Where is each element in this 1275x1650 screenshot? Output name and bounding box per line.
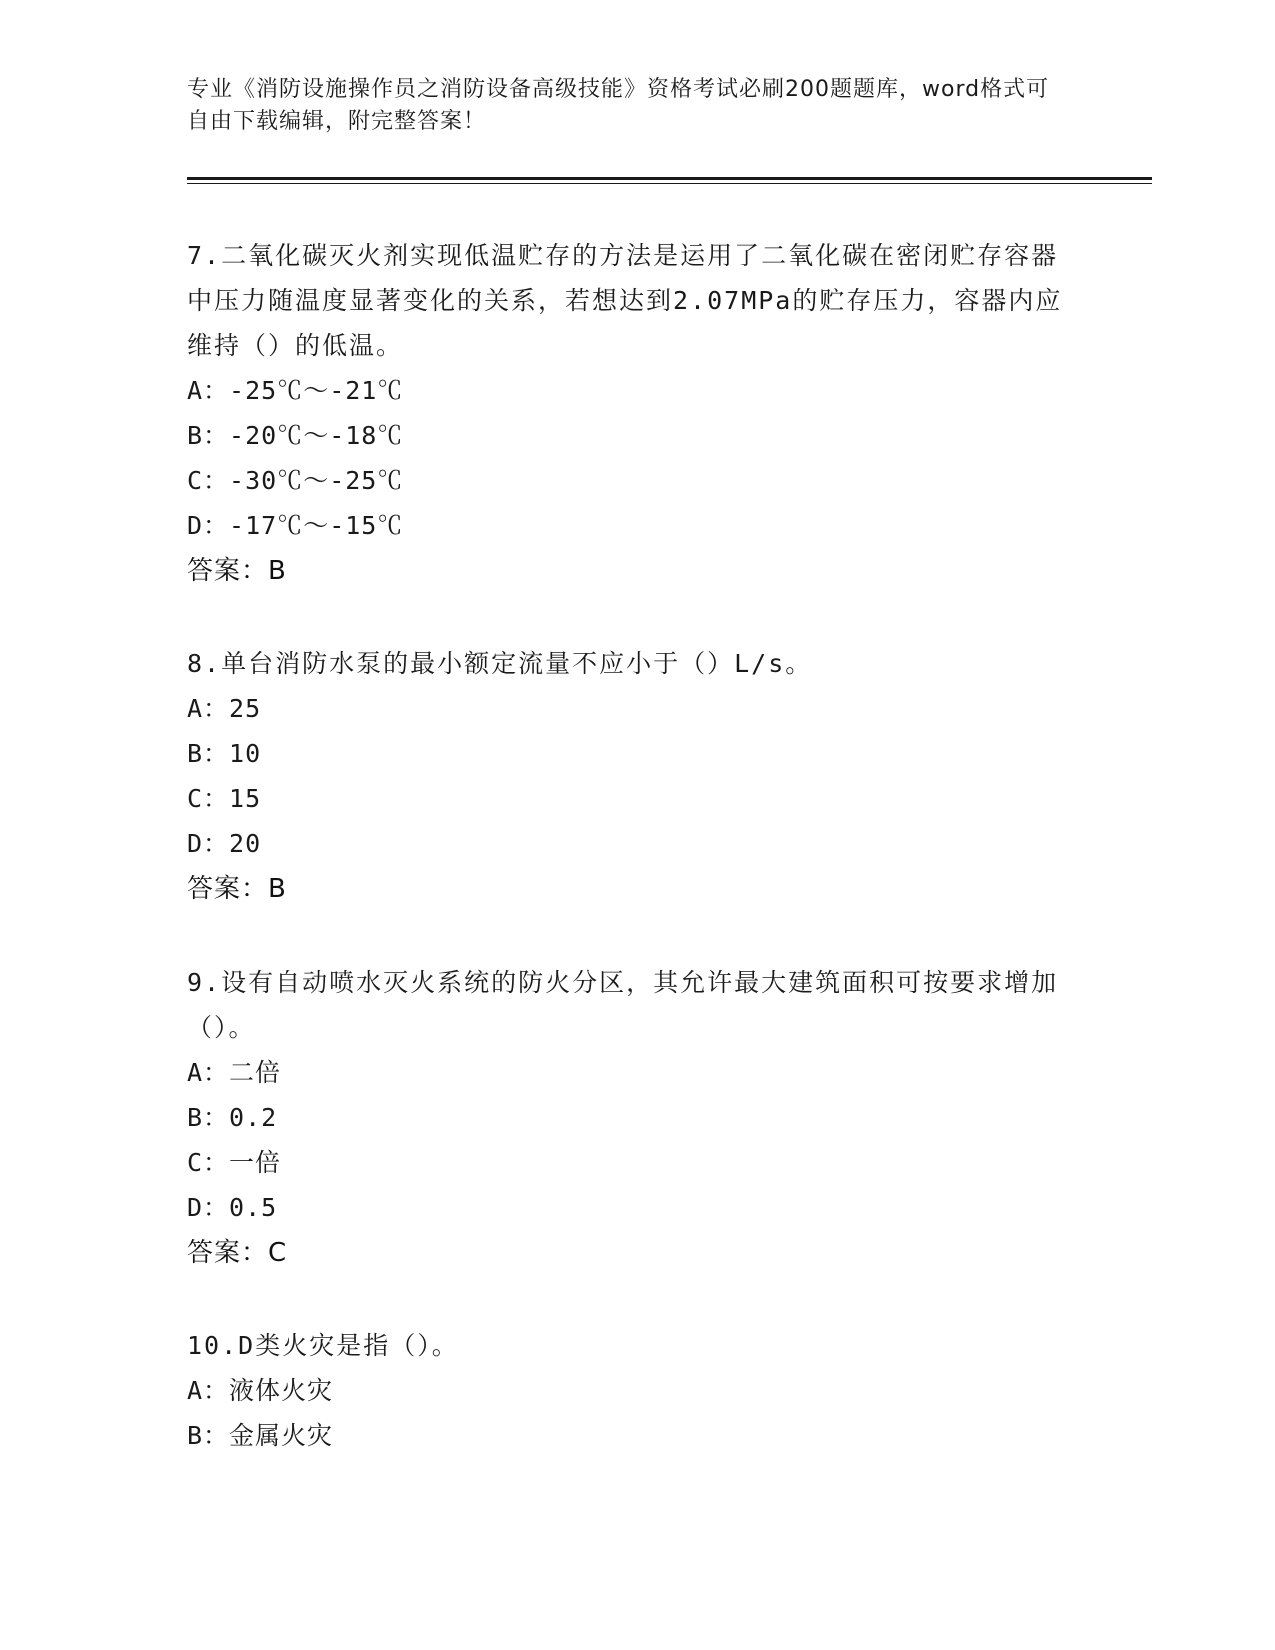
option-a: A：液体火灾 — [187, 1376, 334, 1405]
option-b: B：-20℃～-18℃ — [187, 421, 404, 450]
answer-line: 答案：B — [187, 556, 287, 586]
option-c: C：一倍 — [187, 1148, 282, 1177]
question-stem: 9.设有自动喷水灭火系统的防火分区，其允许最大建筑面积可按要求增加（）。 — [187, 968, 1059, 1042]
question-10 — [187, 1323, 1067, 1458]
header-divider-thin — [187, 183, 1152, 184]
option-d: D：0.5 — [187, 1193, 278, 1222]
answer-line: 答案：B — [187, 874, 287, 904]
option-d: D：-17℃～-15℃ — [187, 511, 404, 540]
option-b: B：0.2 — [187, 1103, 278, 1132]
question-stem: 7.二氧化碳灭火剂实现低温贮存的方法是运用了二氧化碳在密闭贮存容器中压力随温度显著变化的关系，若想达到2.07MPa的贮存压力，容器内应维持（）的低温。 — [187, 241, 1063, 360]
question-8 — [187, 641, 1067, 912]
option-b: B：10 — [187, 739, 262, 768]
option-a: A：25 — [187, 694, 262, 723]
question-stem: 10.D类火灾是指（）。 — [187, 1331, 459, 1360]
option-a: A：二倍 — [187, 1058, 282, 1087]
header-divider-thick — [187, 177, 1152, 180]
document-header: 专业《消防设施操作员之消防设备高级技能》资格考试必刷200题题库，word格式可自由下载编辑，附完整答案！ — [187, 77, 1050, 134]
option-c: C：-30℃～-25℃ — [187, 466, 404, 495]
answer-line: 答案：C — [187, 1238, 288, 1268]
option-a: A：-25℃～-21℃ — [187, 376, 404, 405]
option-d: D：20 — [187, 829, 262, 858]
question-stem: 8.单台消防水泵的最小额定流量不应小于（）L/s。 — [187, 649, 813, 678]
question-9 — [187, 960, 1067, 1276]
question-7 — [187, 233, 1067, 594]
option-c: C：15 — [187, 784, 262, 813]
option-b: B：金属火灾 — [187, 1421, 334, 1450]
